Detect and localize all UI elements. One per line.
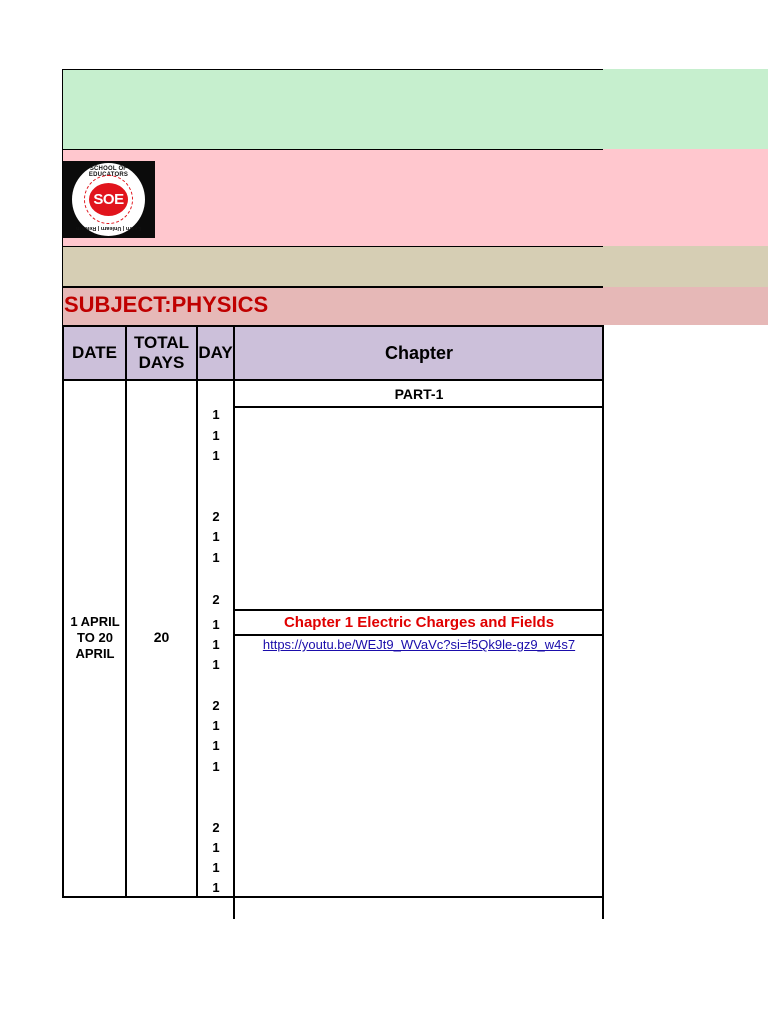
day-value: 2	[212, 820, 220, 835]
day-value: 1	[212, 840, 220, 855]
date-range-line: 1 APRIL	[70, 614, 120, 629]
grid-line	[234, 609, 604, 611]
header-total-days-line2: DAYS	[138, 353, 185, 372]
day-value: 2	[212, 592, 220, 607]
grid-line	[233, 325, 235, 919]
grid-line	[62, 379, 604, 381]
day-value: 1	[212, 448, 220, 463]
header-total-days	[126, 326, 197, 380]
header-day: DAY	[198, 343, 233, 362]
day-value: 2	[212, 698, 220, 713]
logo-text-bottom: Learn | Unlearn | Relearn	[76, 225, 141, 231]
day-value: 2	[212, 509, 220, 524]
grid-line	[602, 325, 604, 919]
day-value: 1	[212, 657, 220, 672]
school-logo	[63, 161, 155, 238]
border-line	[62, 246, 603, 247]
day-value: 1	[212, 738, 220, 753]
grid-line	[234, 634, 604, 636]
header-date: DATE	[71, 343, 117, 362]
grid-line	[125, 325, 127, 898]
grid-line	[196, 325, 198, 898]
day-value: 1	[212, 407, 220, 422]
total-days-value: 20	[153, 629, 170, 645]
logo-text-top: SCHOOL OF EDUCATORS	[88, 166, 129, 178]
day-value: 1	[212, 428, 220, 443]
header-chapter: Chapter	[384, 343, 453, 363]
logo-badge	[72, 163, 145, 236]
grid-line	[62, 325, 64, 898]
border-line	[62, 286, 603, 288]
date-range-line: APRIL	[75, 646, 115, 661]
day-value: 1	[212, 637, 220, 652]
date-range	[64, 614, 126, 662]
header-band-green	[63, 69, 768, 149]
grid-line	[62, 896, 604, 898]
day-value: 1	[212, 617, 220, 632]
border-line	[62, 69, 603, 70]
day-value: 1	[212, 529, 220, 544]
grid-line	[62, 325, 604, 327]
day-value: 1	[212, 880, 220, 895]
day-value: 1	[212, 550, 220, 565]
grid-line	[234, 406, 604, 408]
day-value: 1	[212, 860, 220, 875]
day-value: 1	[212, 759, 220, 774]
header-band-tan	[63, 246, 768, 287]
logo-abbr: SOE	[89, 183, 128, 216]
subject-title: SUBJECT:PHYSICS	[64, 292, 269, 317]
header-band-pink	[63, 149, 768, 246]
header-total-days-line1: TOTAL	[133, 333, 190, 352]
day-value: 1	[212, 718, 220, 733]
chapter-video-link[interactable]: https://youtu.be/WEJt9_WVaVc?si=f5Qk9le-gz9_w4s7	[262, 637, 576, 652]
part-label: PART-1	[394, 386, 444, 402]
chapter-title: Chapter 1 Electric Charges and Fields	[283, 614, 555, 631]
date-range-line: TO 20	[77, 630, 113, 645]
border-line	[62, 149, 603, 150]
